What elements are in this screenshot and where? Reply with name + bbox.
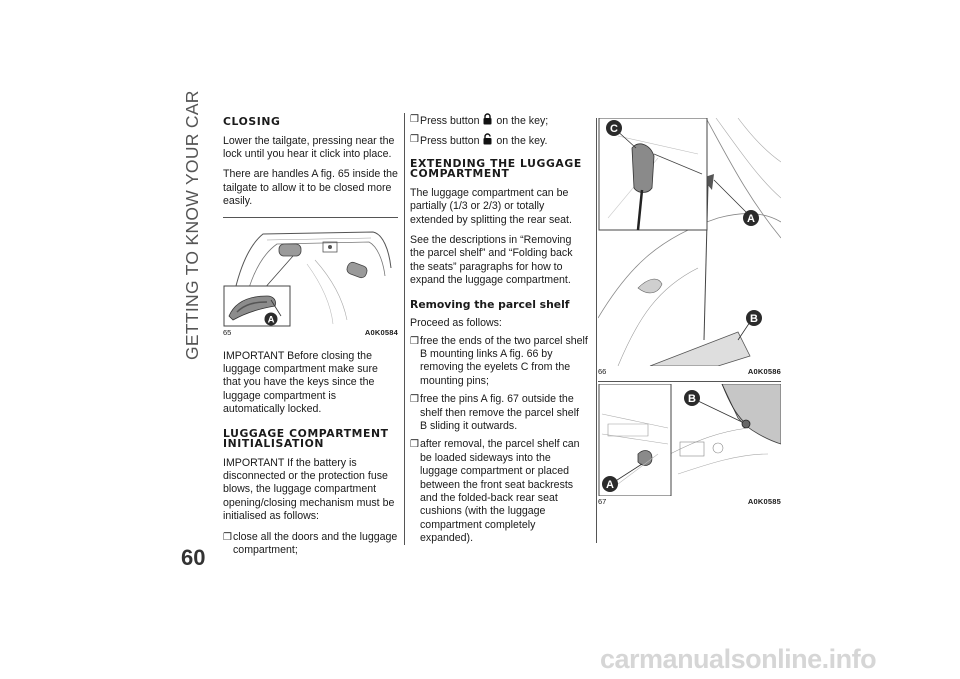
column-1 [223,113,398,562]
list-item [410,335,588,389]
key-step-2-prefix: Press button [420,135,480,148]
bullet-mark: ❒ [410,114,419,125]
bullet-mark: ❒ [410,335,419,347]
bullet-mark: ❒ [410,439,419,451]
extending-paragraph-2: See the descriptions in “Removing the parcel shelf” and “Folding back the seats” paragraphs for how to expand the luggage compartment. [410,234,573,287]
closing-paragraph-1: Lower the tailgate, pressing near the lock until you hear it click into place. [223,134,395,160]
figure-66-caption [598,367,781,377]
key-step-1-suffix: on the key; [496,115,549,127]
figure-65-code: A0K0584 [364,327,398,337]
column-2 [410,113,588,551]
figure-67-illustration [598,384,781,496]
figure-65-illustration [223,220,395,327]
figure-65-caption [223,328,398,338]
figure-66-code: A0K0586 [747,367,781,376]
figure-rule [598,381,781,382]
initialisation-paragraph: IMPORTANT If the battery is disconnected or the protection fuse blows, the luggage compartment opening/closing mechanism must be initialised as follows: [223,456,395,523]
bullet-mark: ❒ [410,394,419,406]
closing-paragraph-2: There are handles A fig. 65 inside the tailgate to allow it to be closed more easily. [223,168,398,208]
removing-step-1: free the ends of the two parcel shelf B mounting links A fig. 66 by removing the eyelets C from the mounting pins; [420,334,588,387]
figure-65 [223,217,398,338]
heading-closing: CLOSING [223,115,281,128]
figure-67-caption [598,497,781,507]
figure-65-number: 65 [223,327,232,337]
figure-rule [223,217,398,218]
list-item [223,531,398,558]
removing-intro: Proceed as follows: [410,317,502,330]
watermark: carmanualsonline.info [600,644,877,674]
heading-extending: EXTENDING THE LUGGAGE COMPARTMENT [410,156,582,181]
figure-66-number: 66 [598,367,607,376]
figure-66-illustration [598,118,781,366]
extending-paragraph-1: The luggage compartment can be partially (1/3 or 2/3) or totally extended by splitting the rear seat. [410,186,572,226]
bullet-mark: ❒ [410,134,419,146]
heading-removing: Removing the parcel shelf [410,297,570,311]
column-divider [404,113,405,545]
lock-closed-icon [483,113,492,125]
figure-66 [598,118,781,377]
figure-66-label-c: C [610,123,618,135]
figure-65-label-a: A [267,314,275,326]
list-item [410,113,588,128]
key-step-2-suffix: on the key. [496,135,548,148]
removing-step-2: free the pins A fig. 67 outside the shelf then remove the parcel shelf B sliding it outwards. [420,393,579,432]
key-step-1-prefix: Press button [420,115,480,127]
figure-66-label-b: B [750,313,758,325]
heading-initialisation: LUGGAGE COMPARTMENT INITIALISATION [223,426,389,451]
figure-67-label-a: A [606,479,614,491]
list-item [410,133,588,148]
section-title: GETTING TO KNOW YOUR CAR [182,90,202,360]
figure-67-code: A0K0585 [747,497,781,506]
figure-66-label-a: A [747,213,755,225]
page-number: 60 [181,545,206,570]
bullet-mark: ❒ [223,531,232,543]
figure-67-number: 67 [598,497,607,506]
lock-open-icon [483,133,492,145]
initialisation-step-1: close all the doors and the luggage compartment; [233,530,398,556]
removing-step-3: after removal, the parcel shelf can be loaded sideways into the luggage compartment or placed between the front seat backrests and the folded-back rear seat cushions (with the luggage compartment completely expanded). [420,438,580,545]
important-keys-note: IMPORTANT Before closing the luggage compartment make sure that you have the keys since the luggage compartment is automatically locked. [223,349,378,416]
list-item [410,393,588,433]
list-item [410,438,588,545]
column-divider [596,118,597,543]
figure-67-label-b: B [688,393,696,405]
figure-67 [598,381,781,507]
